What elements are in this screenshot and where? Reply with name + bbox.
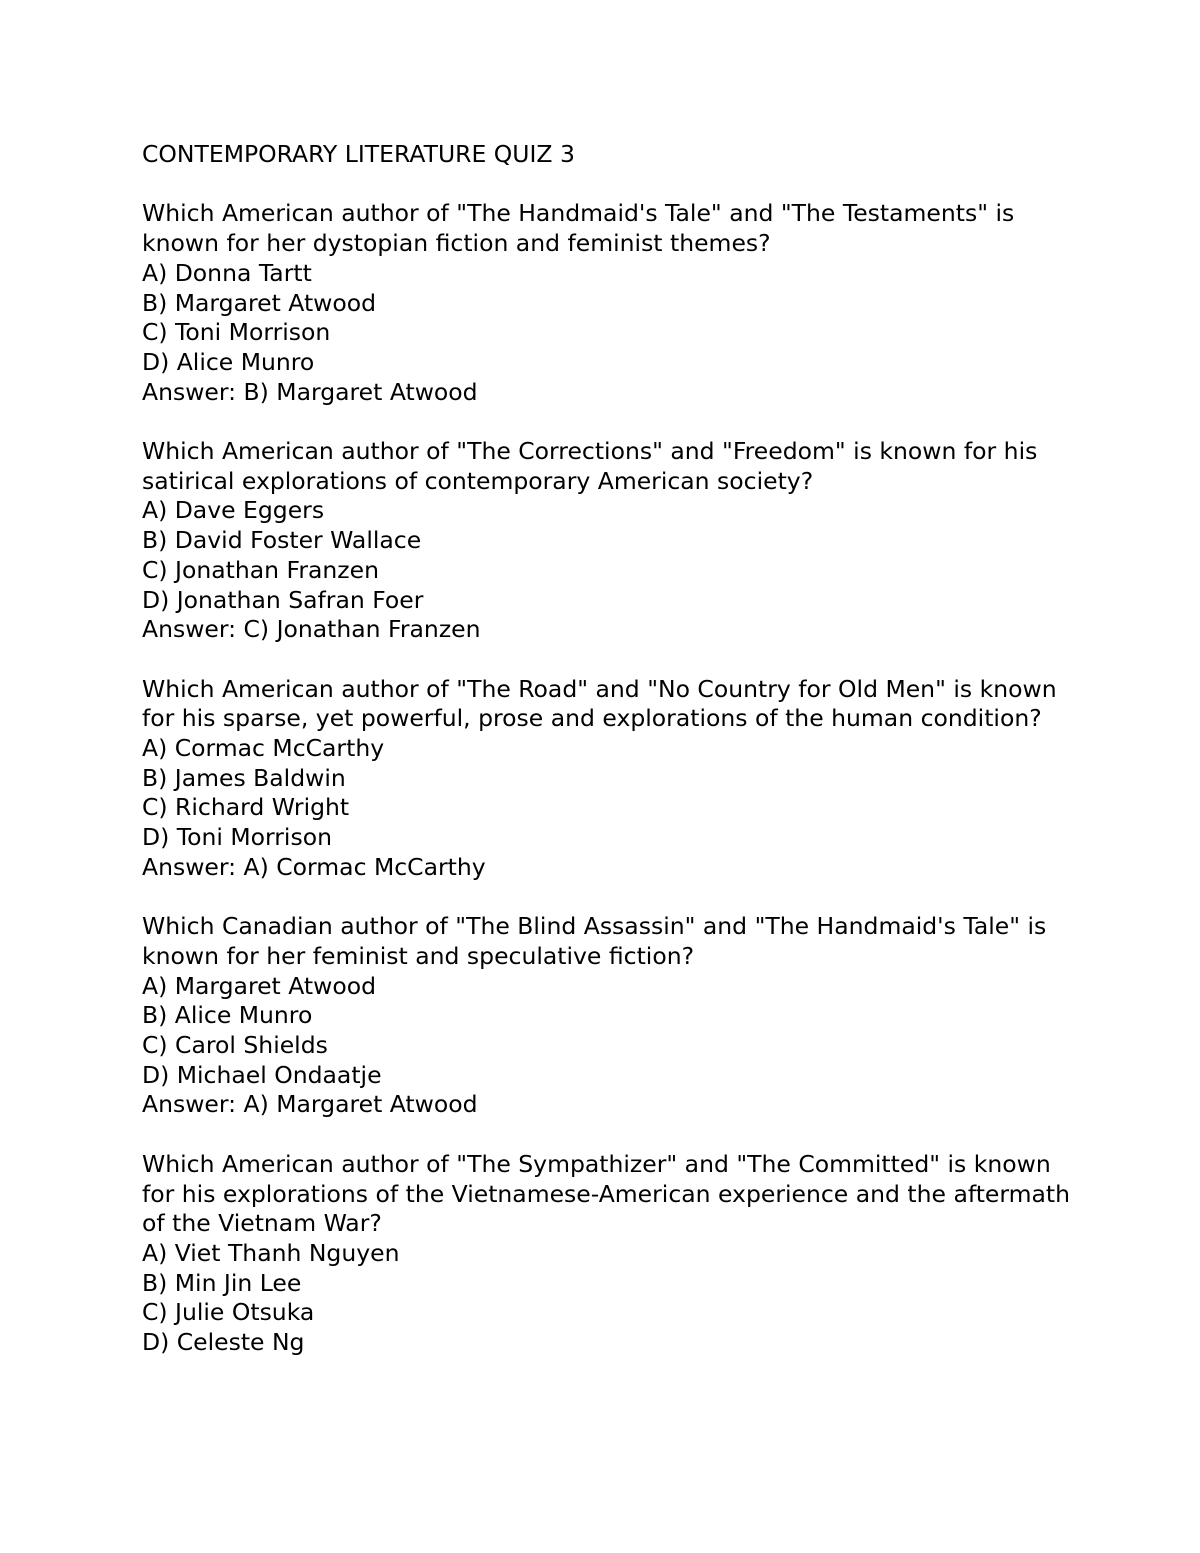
option-item: D) Alice Munro — [142, 347, 315, 376]
option-item: A) Cormac McCarthy — [142, 734, 385, 763]
question-text: Which American author of "The Sympathizer" and "The Committed" is known for his explorations of the Vietnamese-American experience and the aftermath of the Vietnam War? — [142, 1149, 1071, 1238]
quiz-title: CONTEMPORARY LITERATURE QUIZ 3 — [142, 140, 575, 168]
document-content — [142, 140, 1082, 1387]
question-block — [142, 1150, 1082, 1358]
option-item: A) Viet Thanh Nguyen — [142, 1238, 400, 1267]
option-item: D) Toni Morrison — [142, 823, 332, 852]
option-list — [142, 972, 1082, 1091]
option-item: C) Julie Otsuka — [142, 1298, 315, 1327]
question-block — [142, 199, 1082, 407]
option-item: D) Jonathan Safran Foer — [142, 585, 424, 614]
question-text: Which American author of "The Road" and "No Country for Old Men" is known for his sparse, yet powerful, prose and explorations of the human condition? — [142, 674, 1057, 733]
answer-line: Answer: B) Margaret Atwood — [142, 377, 478, 406]
option-item: B) James Baldwin — [142, 763, 346, 792]
option-list — [142, 496, 1082, 615]
option-item: A) Margaret Atwood — [142, 971, 377, 1000]
question-text: Which American author of "The Handmaid's Tale" and "The Testaments" is known for her dystopian fiction and feminist themes? — [142, 199, 1015, 258]
answer-line: Answer: A) Margaret Atwood — [142, 1090, 478, 1119]
option-item: C) Toni Morrison — [142, 318, 331, 347]
option-item: D) Michael Ondaatje — [142, 1060, 382, 1089]
answer-line: Answer: A) Cormac McCarthy — [142, 852, 486, 881]
option-list — [142, 734, 1082, 853]
question-block — [142, 912, 1082, 1120]
option-item: B) David Foster Wallace — [142, 526, 422, 555]
question-block — [142, 437, 1082, 645]
option-item: C) Carol Shields — [142, 1031, 328, 1060]
option-item: B) Margaret Atwood — [142, 288, 377, 317]
option-list — [142, 1239, 1082, 1358]
option-item: A) Dave Eggers — [142, 496, 325, 525]
option-list — [142, 259, 1082, 378]
option-item: C) Jonathan Franzen — [142, 555, 379, 584]
option-item: B) Alice Munro — [142, 1001, 313, 1030]
question-block — [142, 675, 1082, 883]
option-item: C) Richard Wright — [142, 793, 350, 822]
option-item: B) Min Jin Lee — [142, 1268, 302, 1297]
question-text: Which American author of "The Corrections" and "Freedom" is known for his satirical explorations of contemporary American society? — [142, 437, 1038, 495]
answer-line: Answer: C) Jonathan Franzen — [142, 615, 481, 644]
option-item: A) Donna Tartt — [142, 258, 312, 287]
option-item: D) Celeste Ng — [142, 1328, 305, 1357]
question-text: Which Canadian author of "The Blind Assassin" and "The Handmaid's Tale" is known for her feminist and speculative fiction? — [142, 912, 1047, 970]
